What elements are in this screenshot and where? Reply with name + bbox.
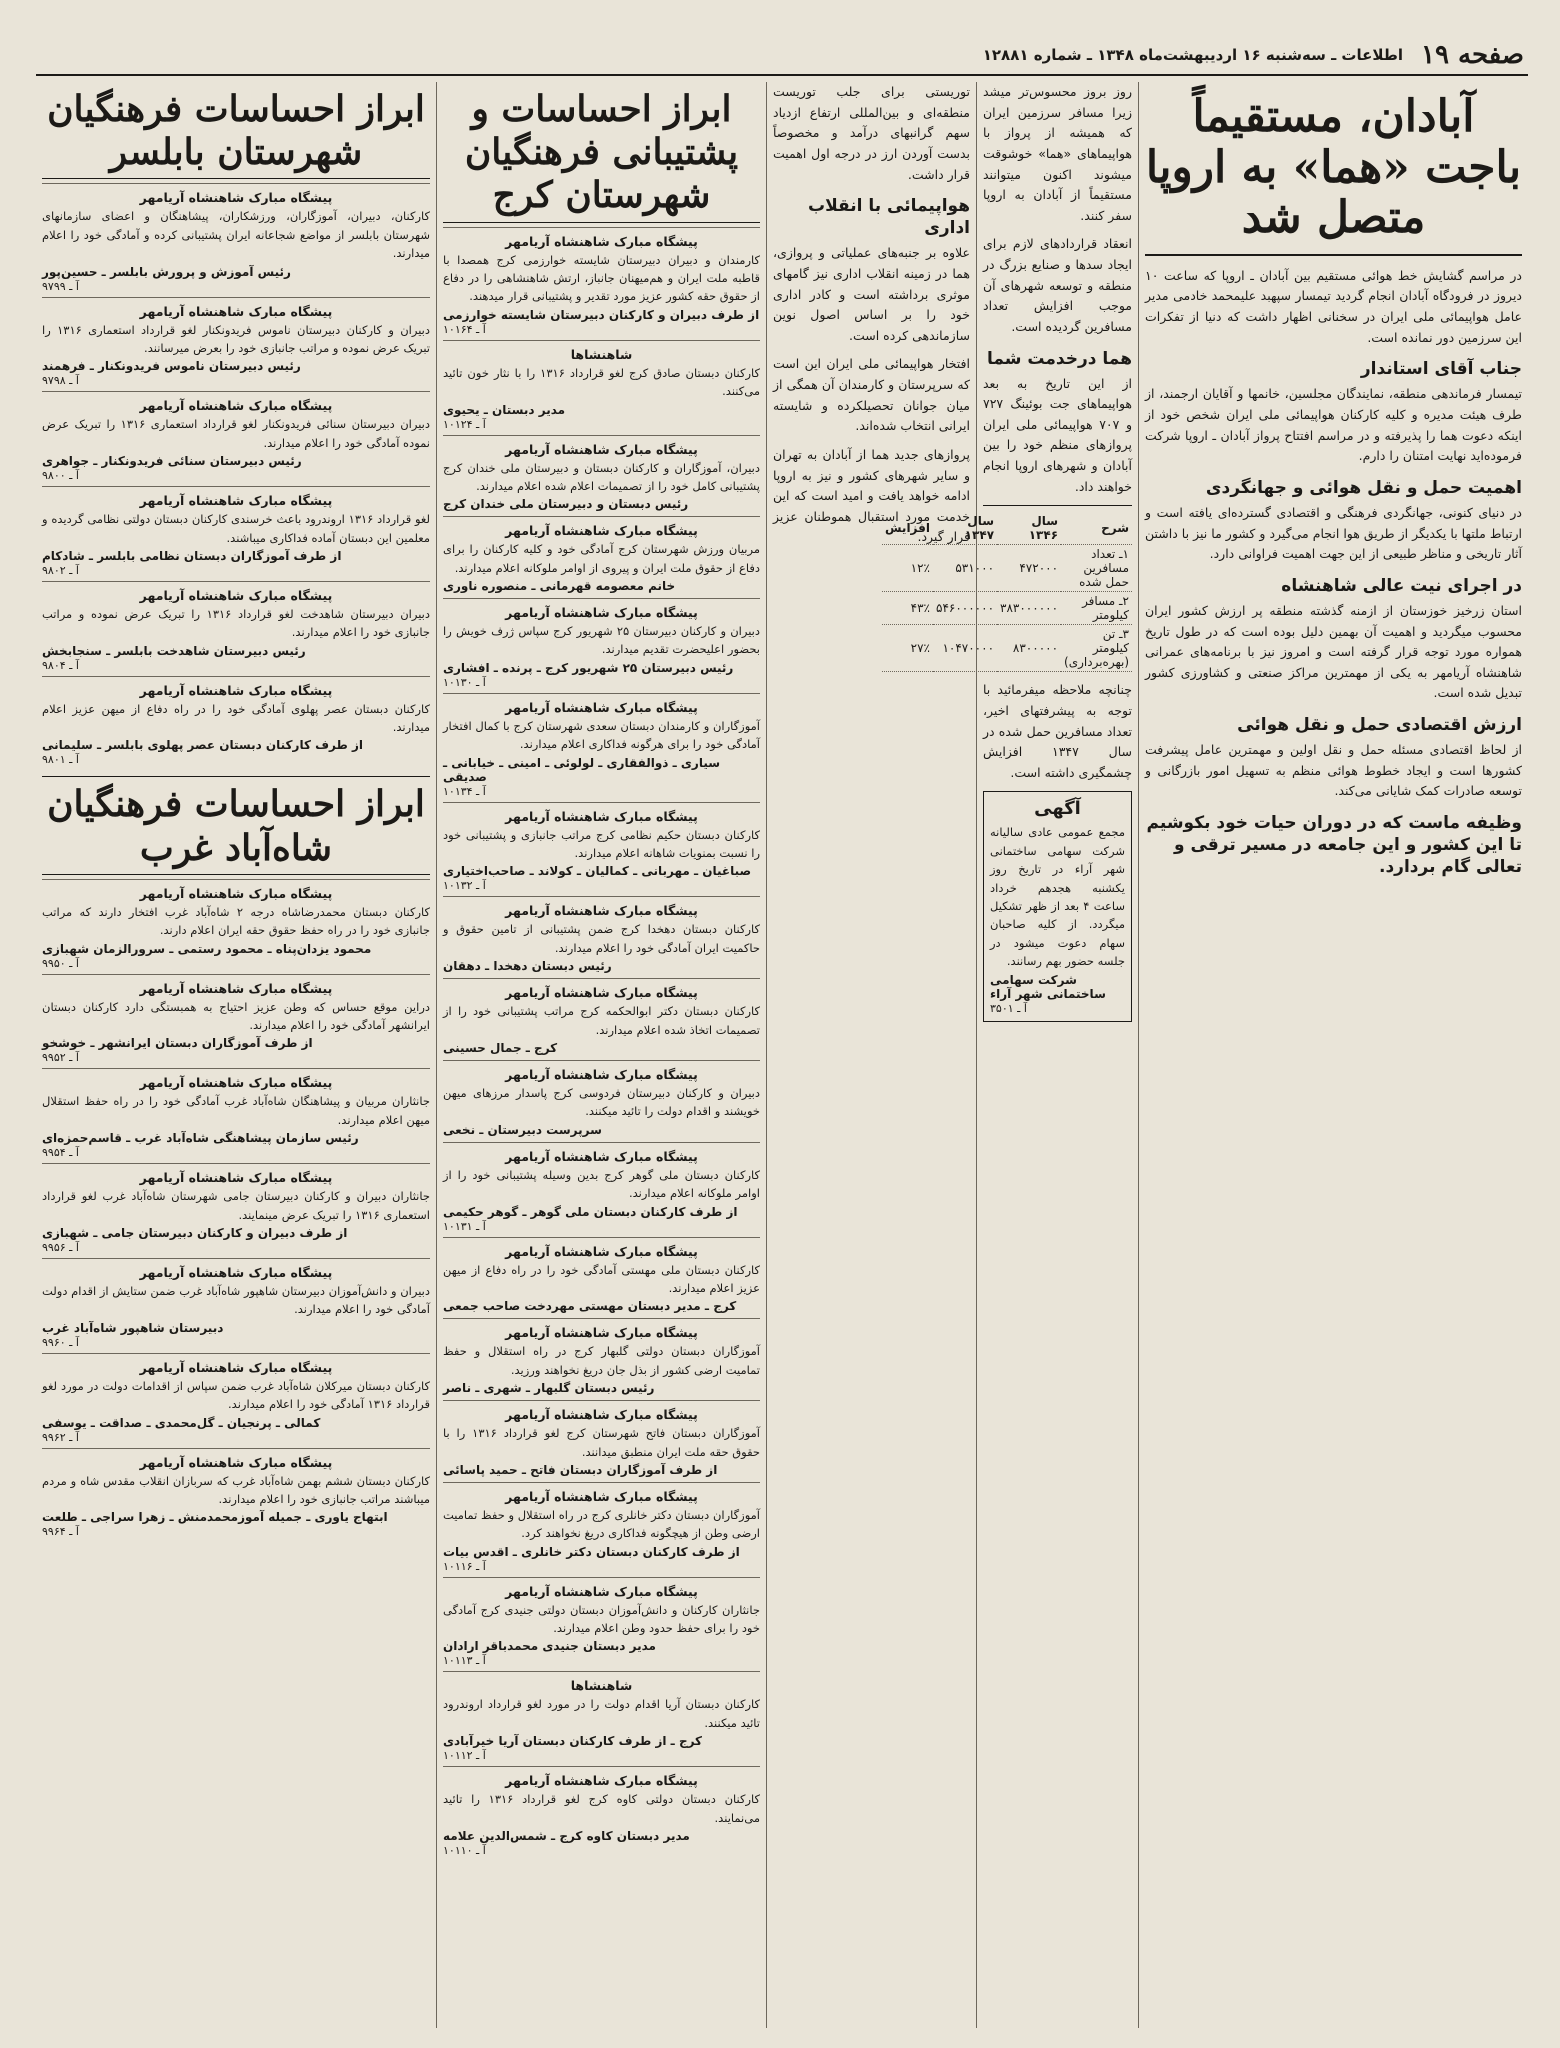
table-cell: ۳۸۳۰۰۰۰۰۰: [997, 592, 1061, 625]
notice: [443, 340, 760, 435]
table-header: سال ۱۳۴۶: [997, 512, 1061, 545]
notice-title: پیشگاه مبارک شاهنشاه آریامهر: [139, 303, 333, 319]
notice-title: شاهنشاها: [570, 1678, 633, 1694]
notice: [443, 1060, 760, 1142]
notice: [443, 693, 760, 802]
notice-body: کارکنان دبستان آریا اقدام دولت را در مورد لغو قرارداد اروندرود تائید میکنند.: [443, 1697, 760, 1730]
main-headline: آبادان، مستقیماً باجت «هما» به اروپا متصل شد: [1145, 86, 1522, 256]
notice-signature: از طرف کارکنان دبستان ملی گوهر ـ گوهر حکیمی: [443, 1204, 738, 1219]
notice-list: [42, 183, 430, 770]
notice-body: کارکنان دبستان محمدرضاشاه درجه ۲ شاه‌آباد غرب افتخار دارند که مراتب جانبازی خود را در راه حفظ حقوق حقه ایران اعلام دارند.: [42, 904, 430, 938]
advertisement: [983, 791, 1132, 1021]
notice-signature: رئیس دبیرستان شاهدخت بابلسر ـ سنجابخش: [42, 643, 306, 658]
article-paragraph: در دنیای کنونی، جهانگردی فرهنگی و اقتصادی گسترده‌ای یافته است و ارتباط ملتها با یکدیگر از طریق هوا انجام می‌گیرد و کشور ما نیز با داشتن آثار تاریخی و مناظر طبیعی از این جهت اهمیت فراوانی دارد.: [1145, 504, 1522, 562]
notice-body: جانثاران کارکنان و دانش‌آموزان دبستان دولتی جنیدی کرج آمادگی خود را برای حفظ حدود وطن اعلام میدارند.: [443, 1602, 760, 1636]
notice-signature: از طرف دبیران و کارکنان دبیرستان جامی ـ شهبازی: [42, 1225, 348, 1240]
notice: [443, 1142, 760, 1237]
notice-body: آموزگاران و کارمندان دبستان سعدی شهرستان کرج با کمال افتخار آمادگی خود را برای هرگونه فداکاری اعلام میدارند.: [443, 718, 760, 752]
notice-body: کارکنان دبستان حکیم نظامی کرج مراتب جانبازی و پشتیبانی خود را نسبت بمنویات شاهانه اعلام میدارند.: [443, 827, 760, 861]
notice-signature: از طرف کارکنان دبستان عصر پهلوی بابلسر ـ سلیمانی: [42, 738, 364, 753]
notice-body: دبیران و دانش‌آموزان دبیرستان شاهپور شاه‌آباد غرب ضمن ستایش از اقدام دولت آمادگی خود را اعلام میدارند.: [42, 1283, 430, 1317]
issue-line: اطلاعات ـ سه‌شنبه ۱۶ اردیبهشت‌ماه ۱۳۴۸ ـ شماره ۱۲۸۸۱: [982, 46, 1404, 64]
notice-title: پیشگاه مبارک شاهنشاه آریامهر: [505, 1488, 698, 1504]
notice-title: پیشگاه مبارک شاهنشاه آریامهر: [505, 1583, 698, 1599]
notice: [42, 1353, 430, 1448]
notice: [42, 974, 430, 1069]
article-subhead: جناب آقای استاندار: [1360, 359, 1522, 380]
notice-signature: رئیس سازمان پیشاهنگی شاه‌آباد غرب ـ قاسم‌حمزه‌ای: [42, 1131, 359, 1146]
notice: [443, 598, 760, 693]
notice-code: آ ـ ۱۰۱۳۰: [443, 675, 486, 689]
article-paragraph: استان زرخیز خوزستان از ازمنه گذشته منطقه پر ارزش کشور ایران محسوب میگردید و اهمیت آن بهمین دلیل بوده است که در طول تاریخ همواره مورد توجه قرار گرفته است و امروز نیز با برنامه‌های عمرانی شاهنشاه آریامهر به یکی از مهمترین مراکز صنعتی و کشاورزی کشور تبدیل شده است.: [1145, 602, 1522, 701]
notice-body: کارکنان دبستان صادق کرج لغو قرارداد ۱۳۱۶ را با نثار خون تائید می‌کنند.: [443, 365, 760, 399]
notice-code: آ ـ ۹۸۰۰: [42, 469, 79, 483]
notice-body: کارکنان دبستان عصر پهلوی آمادگی خود را در راه دفاع از میهن عزیز اعلام میدارند.: [42, 701, 430, 735]
notice-code: آ ـ ۱۰۱۶۴: [443, 322, 486, 336]
notice-signature: مدیر دبستان کاوه کرج ـ شمس‌الدین علامه: [443, 1829, 690, 1844]
notice-signature: از طرف آموزگاران دبستان فاتح ـ حمید پاسائی: [443, 1462, 718, 1477]
columns: [36, 82, 1528, 2028]
article-subhead: در اجرای نیت عالی شاهنشاه: [1281, 575, 1522, 596]
notice-body: لغو قرارداد ۱۳۱۶ اروندرود باعث خرسندی کارکنان دبستان دولتی نظامی گردیده و معلمین این دبستان آماده فداکاری میباشند.: [42, 512, 430, 545]
notice-signature: مدیر دبستان جنیدی محمدباقر ارادان: [443, 1639, 656, 1654]
notice-title: پیشگاه مبارک شاهنشاه آریامهر: [505, 985, 698, 1001]
notice-body: دبیران، آموزگاران و کارکنان دبستان و دبیرستان ملی خندان کرج پشتیبانی کامل خود را از تصمیمات اعلام شده اعلام میدارند.: [443, 460, 760, 493]
karaj-notices-column: [436, 82, 766, 2028]
notice: [443, 1577, 760, 1672]
notice-title: پیشگاه مبارک شاهنشاه آریامهر: [139, 587, 333, 603]
notice: [443, 227, 760, 340]
ad-body: مجمع عمومی عادی سالیانه شرکت سهامی ساختمانی شهر آراء در تاریخ روز یکشنبه هجدهم خرداد ساعت ۴ بعد از ظهر تشکیل میگردد. از کلیه صاحبان سهام دعوت میشود در جلسه حضور بهم رسانند.: [990, 825, 1125, 969]
notice-body: کارکنان دبستان دولتی کاوه کرج لغو قرارداد ۱۳۱۶ را تائید می‌نمایند.: [443, 1792, 760, 1825]
notice: [42, 581, 430, 676]
notice-title: پیشگاه مبارک شاهنشاه آریامهر: [139, 398, 333, 414]
notice: [42, 297, 430, 392]
notice-signature: مدیر دبستان ـ یحیوی: [443, 402, 566, 417]
table-cell: ۱ـ تعداد مسافرین حمل شده: [1061, 545, 1132, 592]
article-paragraph: چنانچه ملاحظه میفرمائید با توجه به پیشرفتهای اخیر، تعداد مسافرین حمل شده در سال ۱۳۴۷ افزایش چشمگیری داشته است.: [983, 682, 1132, 780]
article-paragraph: در مراسم گشایش خط هوائی مستقیم بین آبادان ـ اروپا که ساعت ۱۰ دیروز در فرودگاه آبادان انجام گردید تیمسار سپهبد علیمحمد خادمی مدیر عامل هواپیمائی ملی ایران در سخنانی اظهار داشت که دنیا از تفکرات این سرزمین دور نمانده است.: [1145, 267, 1522, 345]
notice-code: آ ـ ۱۰۱۳۴: [443, 784, 486, 798]
notice: [443, 1400, 760, 1482]
article-subhead: هما درخدمت شما: [986, 348, 1132, 369]
notice: [42, 1448, 430, 1543]
notice: [42, 391, 430, 486]
notice-body: دبیران و کارکنان دبیرستان ناموس فریدونکنار لغو قرارداد استعماری ۱۳۱۶ را تبریک عرض نموده و مراتب جانبازی خود را بعرض میرسانند.: [42, 322, 430, 355]
article-paragraph: پروازهای جدید هما از آبادان به تهران و سایر شهرهای کشور و نیز به اروپا ادامه خواهد یافت و امید است که این خدمت مورد استقبال هموطنان عزیز قرار گیرد.: [773, 446, 970, 545]
section-headline: ابراز احساسات فرهنگیان شهرستان بابلسر: [42, 88, 430, 179]
notice-code: آ ـ ۹۷۹۸: [42, 374, 79, 388]
notice-signature: رئیس دبیرستان ناموس فریدونکنار ـ فرهمند: [42, 359, 301, 374]
notice-code: آ ـ ۹۹۵۶: [42, 1240, 79, 1254]
article-continuation-column: [766, 82, 976, 2028]
notice: [443, 435, 760, 517]
page-number: صفحه ۱۹: [1421, 40, 1524, 70]
ad-signature: شرکت سهامی ساختمانی شهر آراء: [990, 972, 1106, 1001]
notice-body: کارکنان دبستان ملی گوهر کرج بدین وسیله پشتیبانی خود را از اوامر ملوکانه اعلام میدارند.: [443, 1167, 760, 1201]
article-paragraph: از این تاریخ به بعد هواپیماهای جت بوئینگ ۷۲۷ و ۷۰۷ هواپیمائی ملی ایران پروازهای منظم خود را بین آبادان و شهرهای اروپا انجام خواهند داد.: [983, 375, 1132, 494]
notice-signature: ابتهاج یاوری ـ جمیله آموزمحمدمنش ـ زهرا سراجی ـ طلعت: [42, 1510, 388, 1525]
notice-signature: از طرف آموزگاران دبستان نظامی بابلسر ـ شادکام: [42, 548, 342, 563]
notice-title: پیشگاه مبارک شاهنشاه آریامهر: [139, 1359, 333, 1375]
notice-signature: کرج ـ مدیر دبستان مهستی مهردخت صاحب جمعی: [443, 1299, 737, 1314]
notice-title: پیشگاه مبارک شاهنشاه آریامهر: [505, 1325, 698, 1341]
notice-body: کارکنان، دبیران، آموزگاران، ورزشکاران، پیشاهنگان و اعضای سازمانهای شهرستان بابلسر از مواضع شجاعانه ایران پشتیبانی کرده و آمادگی خود را اعلام میدارند.: [42, 209, 430, 261]
notice-body: دراین موقع حساس که وطن عزیز احتیاج به همبستگی دارد کارکنان دبستان ایرانشهر آمادگی خود را اعلام میدارند.: [42, 999, 430, 1032]
notice-code: آ ـ ۹۹۶۰: [42, 1335, 79, 1349]
notice-body: دبیران و کارکنان دبیرستان فردوسی کرج پاسدار مرزهای میهن خویشند و اقدام دولت را تائید میکنند.: [443, 1085, 760, 1119]
notice: [443, 516, 760, 598]
table-cell: ۴۷۲۰۰۰: [997, 545, 1061, 592]
table-cell: ۵۳۱۰۰۰: [933, 545, 997, 592]
notice-signature: رئیس دبیرستان ۲۵ شهریور کرج ـ پرنده ـ افشاری: [443, 660, 734, 675]
notice: [443, 802, 760, 897]
table-cell: ۳ـ تن کیلومتر (بهره‌برداری): [1061, 625, 1132, 672]
notice-code: آ ـ ۱۰۱۱۲: [443, 1749, 486, 1763]
notice-body: آموزگاران دبستان دولتی گلبهار کرج در راه استقلال و حفظ تمامیت ارضی کشور از بذل جان دریغ نخواهند ورزید.: [443, 1344, 760, 1377]
article-paragraph: تیمسار فرماندهی منطقه، نمایندگان مجلسین، خانمها و آقایان ارجمند، از طرف هیئت مدیره و کلیه کارکنان هواپیمائی ملی ایران شخص خود از اینکه دعوت هما را پذیرفته و در مراسم افتتاح پرواز آبادان ـ اروپا شرکت فرموده‌اید نهایت امتنان را دارم.: [1145, 386, 1522, 464]
article-paragraph: توریستی برای جلب توریست منطقه‌ای و بین‌المللی ارتفاع ازدیاد سهم گرانبهای درآمد و مخصوصاً بدست آوردن ارز در درجه اول اهمیت قرار داشت.: [773, 84, 970, 182]
notice-code: آ ـ ۹۸۰۴: [42, 658, 79, 672]
article-paragraph: از لحاظ اقتصادی مسئله حمل و نقل اولین و مهمترین عامل پیشرفت کشورها است و ایجاد خطوط هوائی منظم به تسهیل امور بازرگانی و توسعه صادرات کمک شایانی می‌کند.: [1145, 742, 1522, 799]
table-header: شرح: [1061, 512, 1132, 545]
table-cell: ۸۳۰۰۰۰۰: [997, 625, 1061, 672]
notice-title: پیشگاه مبارک شاهنشاه آریامهر: [505, 699, 698, 715]
notice-body: آموزگاران دبستان دکتر خانلری کرج در راه استقلال و حفظ تمامیت ارضی وطن از هیچگونه فداکاری دریغ نخواهند کرد.: [443, 1507, 760, 1541]
notice-code: آ ـ ۱۰۱۳۲: [443, 879, 486, 893]
notice-signature: صباغیان ـ مهربانی ـ کمالیان ـ کولاند ـ صاحب‌اختیاری: [443, 864, 752, 879]
notice: [443, 1482, 760, 1577]
masthead: [36, 36, 1528, 76]
notice-signature: دبیرستان شاهپور شاه‌آباد غرب: [42, 1320, 224, 1335]
article-subhead: وظیفه ماست که در دوران حیات خود بکوشیم تا این کشور و این جامعه در مسیر ترقی و تعالی گام بردارد.: [1146, 813, 1522, 878]
notice-body: کارکنان دبستان ششم بهمن شاه‌آباد غرب که سربازان انقلاب مقدس شاه و مردم میباشند مراتب جانبازی خود را اعلام میدارند.: [42, 1473, 430, 1506]
notice-code: آ ـ ۱۰۱۱۳: [443, 1654, 486, 1668]
notice-title: پیشگاه مبارک شاهنشاه آریامهر: [505, 523, 698, 539]
article-subhead: ارزش اقتصادی حمل و نقل هوائی: [1237, 715, 1522, 736]
table-cell: ۴۳٪: [882, 592, 933, 625]
notice: [443, 1766, 760, 1861]
table-header: افزایش: [882, 512, 933, 545]
notice: [443, 1671, 760, 1766]
notice-code: آ ـ ۱۰۱۲۴: [443, 417, 486, 431]
notice-title: پیشگاه مبارک شاهنشاه آریامهر: [139, 1454, 333, 1470]
notice-code: آ ـ ۹۹۶۴: [42, 1525, 79, 1539]
notice-body: کارمندان و دبیران دبیرستان شایسته خوارزمی کرج همصدا با قاطبه ملت ایران و هم‌میهنان جانباز، ارتش شاهنشاهی را در دفاع از حقوق حقه کشور عزیز مورد تقدیر و پشتیبانی قرار میدهند.: [443, 252, 760, 304]
notice: [42, 486, 430, 581]
notice-title: پیشگاه مبارک شاهنشاه آریامهر: [139, 493, 333, 509]
notice-signature: رئیس دبیرستان سنائی فریدونکنار ـ جواهری: [42, 454, 302, 469]
notice-code: آ ـ ۹۹۶۲: [42, 1430, 79, 1444]
notice-code: آ ـ ۹۸۰۱: [42, 753, 79, 767]
regional-notices-column: [36, 82, 436, 2028]
section-headline: ابراز احساسات فرهنگیان شاه‌آباد غرب: [42, 783, 430, 874]
notice-title: پیشگاه مبارک شاهنشاه آریامهر: [139, 1075, 333, 1091]
notice-signature: سرپرست دبیرستان ـ نخعی: [443, 1122, 602, 1137]
article-paragraph: علاوه بر جنبه‌های عملیاتی و پروازی، هما در زمینه انقلاب اداری نیز گامهای موثری برداشته است و کادر اداری خود را بر اساس اصول نوین سازماندهی کرده است.: [773, 245, 970, 343]
notice-body: کارکنان دبستان میرکلان شاه‌آباد غرب ضمن سپاس از اقدامات دولت در مورد لغو قرارداد ۱۳۱۶ آمادگی خود را اعلام میدارند.: [42, 1378, 430, 1412]
main-article: [1138, 82, 1528, 2028]
article-paragraph: انعقاد قراردادهای لازم برای ایجاد سدها و صنایع بزرگ در منطقه و توسعه شهرهای آن موجب افزایش تعداد مسافرین گردیده است.: [983, 236, 1132, 334]
divider: [983, 505, 1132, 506]
notice: [42, 879, 430, 974]
notice-body: مربیان ورزش شهرستان کرج آمادگی خود و کلیه کارکنان را برای دفاع از حقوق ملت ایران و پیروی از اوامر ملوکانه اعلام میدارند.: [443, 542, 760, 575]
notice-code: آ ـ ۹۹۵۲: [42, 1051, 79, 1065]
notice-code: آ ـ ۹۸۰۲: [42, 563, 79, 577]
divider: [42, 776, 430, 777]
notice: [443, 1318, 760, 1400]
notice-title: پیشگاه مبارک شاهنشاه آریامهر: [505, 1243, 698, 1259]
notice-title: پیشگاه مبارک شاهنشاه آریامهر: [505, 808, 698, 824]
notice: [443, 1237, 760, 1319]
notice-title: پیشگاه مبارک شاهنشاه آریامهر: [505, 1773, 698, 1789]
notice-signature: سیاری ـ ذوالفقاری ـ لولوئی ـ امینی ـ خیابانی ـ صدیقی: [443, 755, 721, 784]
notice-signature: کمالی ـ پرنجیان ـ گل‌محمدی ـ صداقت ـ یوسفی: [42, 1415, 321, 1430]
notice-body: جانثاران مربیان و پیشاهنگان شاه‌آباد غرب آمادگی خود را در راه حفظ استقلال میهن اعلام میدارند.: [42, 1094, 430, 1127]
notice-signature: کرج ـ جمال حسینی: [443, 1040, 558, 1055]
notice-title: پیشگاه مبارک شاهنشاه آریامهر: [505, 1148, 698, 1164]
notice: [443, 896, 760, 978]
notice-code: آ ـ ۹۹۵۰: [42, 956, 79, 970]
notice-body: دبیران و کارکنان دبیرستان ۲۵ شهریور کرج سپاس ژرف خویش را بحضور اعلیحضرت تقدیم میدارند.: [443, 624, 760, 657]
notice-body: کارکنان دبستان ملی مهستی آمادگی خود را در راه دفاع از میهن عزیز اعلام میدارند.: [443, 1262, 760, 1295]
notice-signature: محمود یزدان‌پناه ـ محمود رستمی ـ سرورالزمان شهبازی: [42, 941, 372, 956]
notice-code: آ ـ ۹۷۹۹: [42, 279, 79, 293]
notice-title: پیشگاه مبارک شاهنشاه آریامهر: [505, 441, 698, 457]
notice-signature: رئیس آموزش و پرورش بابلسر ـ حسین‌پور: [42, 264, 291, 279]
article-subhead: هواپیمائی با انقلاب اداری: [808, 196, 970, 239]
newspaper-page: [36, 36, 1528, 2032]
notice-code: آ ـ ۱۰۱۱۶: [443, 1559, 486, 1573]
notice-title: پیشگاه مبارک شاهنشاه آریامهر: [505, 605, 698, 621]
notice-title: پیشگاه مبارک شاهنشاه آریامهر: [505, 903, 698, 919]
notice-signature: رئیس دبستان دهخدا ـ دهقان: [443, 959, 612, 974]
notice-body: کارکنان دبستان دهخدا کرج ضمن پشتیبانی از تامین حقوق و حاکمیت ایران آمادگی خود را اعلام میدارند.: [443, 922, 760, 955]
notice-body: جانثاران دبیران و کارکنان دبیرستان جامی شهرستان شاه‌آباد غرب لغو قرارداد استعماری ۱۳۱۶ را تبریک عرض مینمایند.: [42, 1189, 430, 1222]
notice-code: آ ـ ۱۰۱۱۰: [443, 1844, 486, 1858]
notice: [42, 676, 430, 771]
notice-title: پیشگاه مبارک شاهنشاه آریامهر: [139, 980, 333, 996]
notice: [42, 183, 430, 296]
notice-title: پیشگاه مبارک شاهنشاه آریامهر: [505, 1407, 698, 1423]
article-subhead: اهمیت حمل و نقل هوائی و جهانگردی: [1205, 477, 1522, 498]
table-header: سال ۱۳۴۷: [933, 512, 997, 545]
notice-signature: رئیس دبستان و دبیرستان ملی خندان کرج: [443, 497, 689, 512]
notice: [42, 1068, 430, 1163]
notice-body: دبیران دبیرستان سنائی فریدونکنار لغو قرارداد استعماری ۱۳۱۶ را تبریک عرض نموده آمادگی خود را اعلام میدارند.: [42, 417, 430, 450]
notice-signature: خانم معصومه قهرمانی ـ منصوره ناوری: [443, 579, 676, 594]
notice: [443, 978, 760, 1060]
notice-signature: از طرف کارکنان دبستان دکتر خانلری ـ اقدس بیات: [443, 1544, 740, 1559]
article-paragraph: روز بروز محسوس‌تر میشد زیرا مسافر سرزمین ایران که همیشه از پرواز با هواپیماهای «هما» خوشوقت میشوند اکنون میتوانند مستقیماً از آبادان به اروپا سفر کنند.: [983, 84, 1132, 223]
notice-title: پیشگاه مبارک شاهنشاه آریامهر: [139, 1170, 333, 1186]
ad-title: آگهی: [1034, 798, 1081, 820]
table-cell: ۲ـ مسافر کیلومتر: [1061, 592, 1132, 625]
notice-title: پیشگاه مبارک شاهنشاه آریامهر: [139, 682, 333, 698]
notice-title: پیشگاه مبارک شاهنشاه آریامهر: [139, 885, 333, 901]
table-cell: ۱۲٪: [882, 545, 933, 592]
table-cell: ۲۷٪: [882, 625, 933, 672]
article-paragraph: افتخار هواپیمائی ملی ایران این است که سرپرستان و کارمندان آن همگی از میان جوانان تحصیلکرده و شایسته ایرانی انتخاب شده‌اند.: [773, 356, 970, 434]
notice-code: آ ـ ۱۰۱۳۱: [443, 1219, 486, 1233]
notice-body: کارکنان دبستان دکتر ابوالحکمه کرج مراتب پشتیبانی خود را از تصمیمات اتخاذ شده اعلام میدارند.: [443, 1004, 760, 1037]
notice-signature: رئیس دبستان گلبهار ـ شهری ـ ناصر: [443, 1381, 655, 1396]
table-cell: ۵۴۶۰۰۰۰۰۰: [933, 592, 997, 625]
table-cell: ۱۰۴۷۰۰۰۰: [933, 625, 997, 672]
notice-body: آموزگاران دبستان فاتح شهرستان کرج لغو قرارداد ۱۳۱۶ را با حقوق حقه ملت ایران منطبق میدانند.: [443, 1426, 760, 1459]
notice-title: پیشگاه مبارک شاهنشاه آریامهر: [139, 190, 333, 206]
notice-code: آ ـ ۹۹۵۴: [42, 1146, 79, 1160]
notice: [42, 1258, 430, 1353]
notice-title: پیشگاه مبارک شاهنشاه آریامهر: [139, 1264, 333, 1280]
notice: [42, 1163, 430, 1258]
notice-title: پیشگاه مبارک شاهنشاه آریامهر: [505, 233, 698, 249]
notice-list: [42, 879, 430, 1542]
section-headline: ابراز احساسات و پشتیبانی فرهنگیان شهرستان کرج: [443, 88, 760, 223]
notice-signature: از طرف آموزگاران دبستان ایرانشهر ـ خوشخو: [42, 1036, 313, 1051]
notice-signature: از طرف دبیران و کارکنان دبیرستان شایسته خوارزمی: [443, 307, 760, 322]
notice-body: دبیران دبیرستان شاهدخت لغو قرارداد ۱۳۱۶ را تبریک عرض نموده و مراتب جانبازی خود را اعلام میدارند.: [42, 606, 431, 640]
notice-title: پیشگاه مبارک شاهنشاه آریامهر: [505, 1066, 698, 1082]
notice-signature: کرج ـ از طرف کارکنان دبستان آریا خیرآبادی: [443, 1734, 703, 1749]
notice-list: [443, 227, 760, 1861]
ad-code: آ ـ ۳۵۰۱: [990, 1001, 1027, 1015]
notice-title: شاهنشاها: [570, 346, 633, 362]
